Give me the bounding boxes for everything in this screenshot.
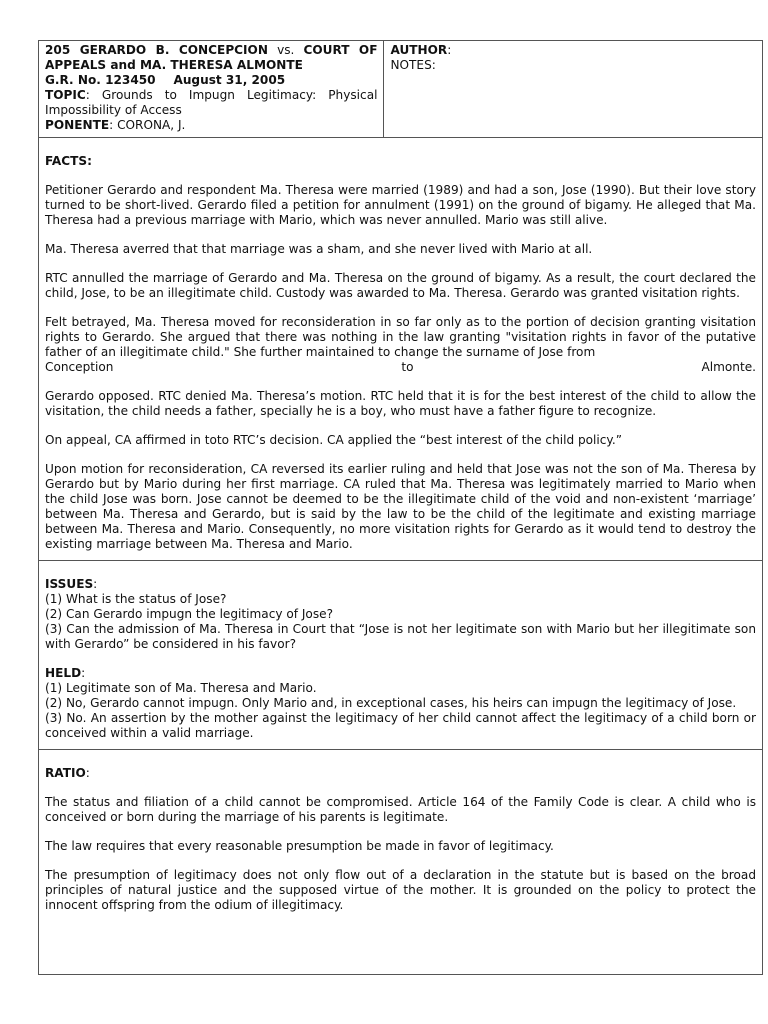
case-title: [45, 43, 377, 73]
ratio-heading-line: [45, 766, 756, 781]
issue-item: (3) Can the admission of Ma. Theresa in Court that “Jose is not her legitimate son with Mario but her illegitimate son with Gerardo” be considered in his favor?: [45, 622, 756, 651]
issues-held-cell: [39, 561, 763, 750]
held-item: (3) No. An assertion by the mother against the legitimacy of her child cannot affect the legitimacy of a child born or conceived within a valid marriage.: [45, 711, 756, 740]
ratio-paragraph: The status and filiation of a child cannot be compromised. Article 164 of the Family Code is clear. A child who is conceived or born during the marriage of his parents is legitimate.: [45, 795, 756, 824]
surname-from: Conception: [45, 360, 114, 374]
issues-heading-line: [45, 577, 756, 592]
header-row: [39, 41, 763, 138]
held-heading: HELD: [45, 666, 82, 680]
case-date: August 31, 2005: [173, 73, 286, 87]
case-digest-table: [38, 40, 763, 975]
topic-text: : Grounds to Impugn Legitimacy: Physical Impossibility of Access: [45, 88, 378, 117]
facts-heading: FACTS:: [45, 154, 92, 168]
issues-held-row: [39, 561, 763, 750]
ratio-paragraph: The presumption of legitimacy does not only flow out of a declaration in the statute but is based on the broad principles of natural justice and the supposed virtue of the mother. It is grounded on the policy to protect the innocent offspring from the odium of illegitimacy.: [45, 868, 756, 912]
surname-to: Almonte.: [701, 360, 756, 374]
ponente-label: PONENTE: [45, 118, 110, 132]
case-digest-page: [38, 40, 763, 979]
ratio-heading-suffix: :: [85, 766, 90, 780]
notes-label: NOTES:: [390, 58, 436, 72]
issues-heading-suffix: :: [93, 577, 98, 591]
facts-row: [39, 138, 763, 561]
case-gr-line: [45, 73, 377, 88]
ratio-cell: [39, 750, 763, 975]
held-item: (2) No, Gerardo cannot impugn. Only Mario and, in exceptional cases, his heirs can impugn the legitimacy of Jose.: [45, 696, 737, 710]
case-header-cell: [39, 41, 384, 138]
topic-label: TOPIC: [45, 88, 86, 102]
facts-paragraph: Upon motion for reconsideration, CA reversed its earlier ruling and held that Jose was not the son of Ma. Theresa by Gerardo but by Mario during her first marriage. CA ruled that Ma. Theresa was legitimately married to Mario when the child Jose was born. Jose cannot be deemed to be the illegitimate child of the void and non-existent ‘marriage’ between Ma. Theresa and Gerardo, but is said by the law to be the child of the legitimate and existing marriage between Ma. Theresa and Mario. Consequently, no more visitation rights for Gerardo as it would tend to destroy the existing marriage between Ma. Theresa and Mario.: [45, 462, 756, 551]
held-item: (1) Legitimate son of Ma. Theresa and Mario.: [45, 681, 317, 695]
facts-paragraph: Ma. Theresa averred that that marriage was a sham, and she never lived with Mario at all.: [45, 242, 593, 256]
author-notes-cell: [384, 41, 763, 138]
author-line: [390, 43, 756, 58]
ratio-paragraph: The law requires that every reasonable presumption be made in favor of legitimacy.: [45, 839, 554, 853]
facts-paragraph: Petitioner Gerardo and respondent Ma. Theresa were married (1989) and had a son, Jose (1990). But their love story turned to be short-lived. Gerardo filed a petition for annulment (1991) on the ground of bigamy. He alleged that Ma. Theresa had a previous marriage with Mario, which was never annulled. Mario was still alive.: [45, 183, 756, 227]
ratio-row: [39, 750, 763, 975]
facts-cell: [39, 138, 763, 561]
facts-paragraph: Gerardo opposed. RTC denied Ma. Theresa’s motion. RTC held that it is for the best interest of the child to allow the visitation, the child needs a father, specially he is a boy, who must have a father figure to recognize.: [45, 389, 756, 418]
held-heading-line: [45, 666, 756, 681]
facts-surname-line: [45, 360, 756, 375]
ratio-heading: RATIO: [45, 766, 86, 780]
gr-number: G.R. No. 123450: [45, 73, 156, 87]
case-title-respondent: COURT OF APPEALS and MA. THERESA ALMONTE: [45, 43, 378, 72]
facts-paragraph: On appeal, CA affirmed in toto RTC’s decision. CA applied the “best interest of the child policy.”: [45, 433, 622, 447]
author-suffix: :: [447, 43, 452, 57]
facts-paragraph: RTC annulled the marriage of Gerardo and Ma. Theresa on the ground of bigamy. As a result, the court declared the child, Jose, to be an illegitimate child. Custody was awarded to Ma. Theresa. Gerardo was granted visitation rights.: [45, 271, 756, 300]
case-title-vs: vs.: [277, 43, 295, 57]
surname-to-word: to: [401, 360, 414, 374]
case-ponente: [45, 118, 377, 133]
issues-heading: ISSUES: [45, 577, 94, 591]
held-heading-suffix: :: [81, 666, 86, 680]
facts-paragraph: Felt betrayed, Ma. Theresa moved for reconsideration in so far only as to the portion of decision granting visitation rights to Gerardo. She argued that there was nothing in the law granting "visitation rights in favor of the putative father of an illegitimate child." She further maintained to change the surname of Jose from: [45, 315, 756, 359]
case-topic: [45, 88, 377, 118]
ponente-text: : CORONA, J.: [109, 118, 186, 132]
case-title-petitioner: 205 GERARDO B. CONCEPCION: [45, 43, 268, 57]
issue-item: (2) Can Gerardo impugn the legitimacy of Jose?: [45, 607, 333, 621]
issue-item: (1) What is the status of Jose?: [45, 592, 227, 606]
author-label: AUTHOR: [390, 43, 448, 57]
